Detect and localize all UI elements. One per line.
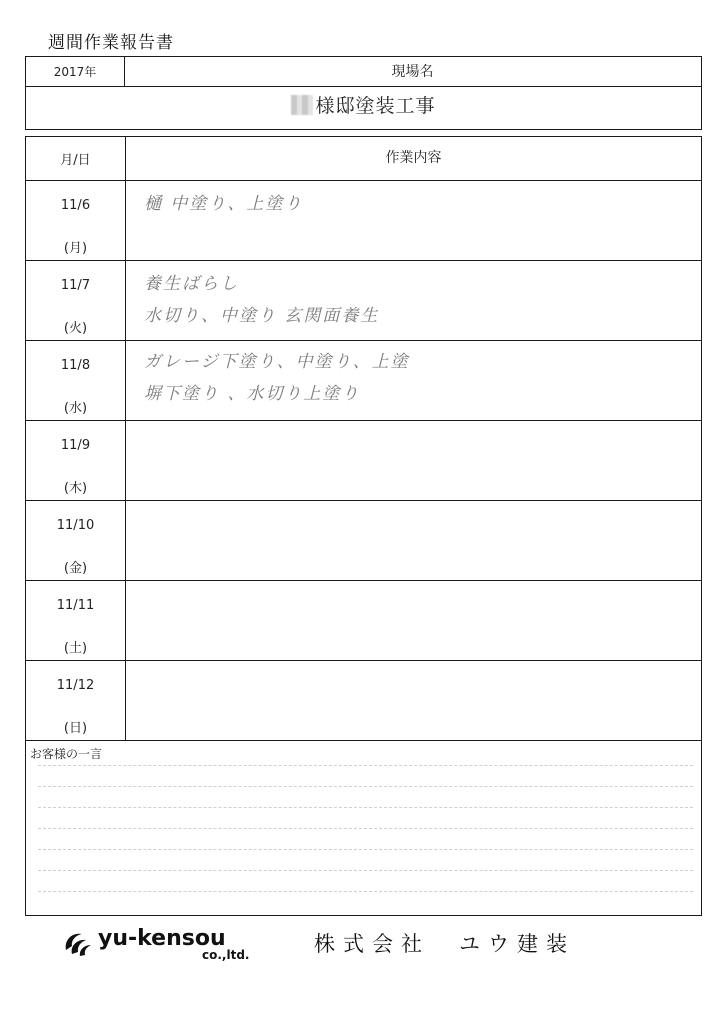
work-column-label: 作業内容	[385, 150, 442, 166]
date-value: 11/7	[60, 278, 91, 293]
table-header-row	[26, 137, 701, 180]
year-label: 2017年	[53, 65, 97, 79]
ruled-line	[38, 828, 693, 829]
weekday-value: (日)	[63, 721, 88, 736]
table-row	[26, 340, 701, 420]
weekday-value: (月)	[63, 241, 88, 256]
work-report-table	[25, 136, 702, 916]
work-note: 水切り、中塗り 玄関面養生	[144, 306, 380, 326]
date-value: 11/12	[56, 678, 95, 693]
weekday-value: (土)	[63, 641, 88, 656]
weekday-value: (金)	[63, 561, 88, 576]
date-cell	[26, 341, 126, 420]
ruled-line	[38, 786, 693, 787]
work-note: ガレージ下塗り、中塗り、上塗	[144, 352, 410, 372]
date-cell	[26, 421, 126, 500]
table-row	[26, 180, 701, 260]
date-cell	[26, 261, 126, 340]
date-cell	[26, 581, 126, 660]
company-name: 株式会社 ユウ建装	[314, 932, 575, 956]
ruled-line	[38, 807, 693, 808]
weekday-value: (木)	[63, 481, 88, 496]
site-name-value	[26, 91, 701, 118]
document-title: 週間作業報告書	[48, 33, 174, 53]
table-row	[26, 500, 701, 580]
work-note: 養生ばらし	[144, 274, 239, 294]
redacted-name-block	[291, 95, 313, 115]
work-note: 樋 中塗り、上塗り	[144, 194, 304, 214]
date-cell	[26, 661, 126, 740]
logo-subtext: co.,ltd.	[202, 948, 250, 962]
date-value: 11/6	[60, 198, 91, 213]
date-cell	[26, 501, 126, 580]
company-logo	[62, 926, 262, 966]
ruled-line	[38, 765, 693, 766]
date-value: 11/8	[60, 358, 91, 373]
date-value: 11/9	[60, 438, 91, 453]
customer-comment-label: お客様の一言	[30, 747, 103, 761]
logo-wordmark: yu-kensou	[98, 926, 226, 951]
date-cell	[26, 181, 126, 260]
ruled-line	[38, 891, 693, 892]
work-note: 塀下塗り 、水切り上塗り	[144, 384, 361, 404]
weekday-value: (水)	[63, 401, 88, 416]
date-column-header	[26, 137, 126, 180]
date-column-label: 月/日	[60, 153, 91, 168]
date-value: 11/10	[56, 518, 95, 533]
swirl-logo-icon	[62, 928, 94, 958]
site-name-text: 様邸塗装工事	[315, 95, 436, 117]
ruled-line	[38, 870, 693, 871]
table-row	[26, 580, 701, 660]
table-row	[26, 260, 701, 340]
weekday-value: (火)	[63, 321, 88, 336]
site-name-label: 現場名	[391, 64, 434, 80]
date-value: 11/11	[56, 598, 95, 613]
customer-comment-section	[26, 740, 701, 917]
site-header-box	[25, 56, 702, 130]
divider	[26, 86, 701, 87]
table-row	[26, 660, 701, 740]
ruled-line	[38, 849, 693, 850]
table-row	[26, 420, 701, 500]
